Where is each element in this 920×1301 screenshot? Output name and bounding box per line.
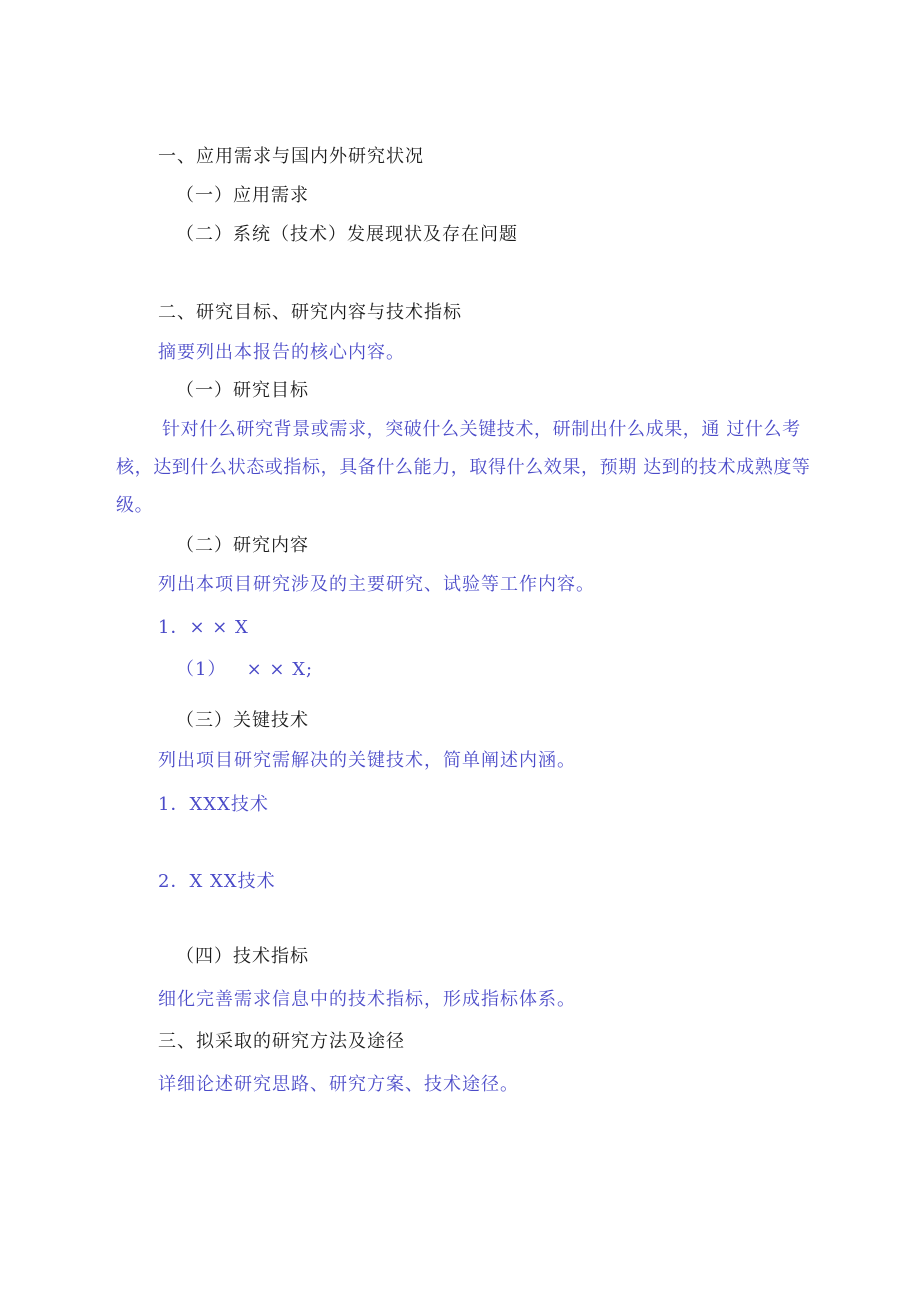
section-2-subtitle-technical-indicators: （四）技术指标	[176, 946, 309, 967]
research-content-hint: 列出本项目研究涉及的主要研究、试验等工作内容。	[158, 574, 595, 595]
research-content-item-1-1: （1） × × X;	[176, 659, 314, 680]
section-2-hint: 摘要列出本报告的核心内容。	[158, 342, 405, 363]
research-content-item-1: 1．× × X	[158, 617, 249, 638]
key-technology-item-1: 1．XXX技术	[158, 794, 269, 815]
section-1-title: 一、应用需求与国内外研究状况	[158, 146, 424, 167]
research-goals-paragraph: 针对什么研究背景或需求，突破什么关键技术，研制出什么成果，通 过什么考核，达到什么状态或指标，具备什么能力，取得什么效果，预期 达到的技术成熟度等级。	[116, 419, 811, 516]
key-technologies-hint: 列出项目研究需解决的关键技术，简单阐述内涵。	[158, 750, 576, 771]
section-1-subtitle-status-problems: （二）系统（技术）发展现状及存在问题	[176, 224, 518, 245]
technical-indicators-hint: 细化完善需求信息中的技术指标，形成指标体系。	[158, 989, 576, 1010]
section-2-title: 二、研究目标、研究内容与技术指标	[158, 302, 462, 323]
section-2-subtitle-key-technologies: （三）关键技术	[176, 710, 309, 731]
section-2-subtitle-research-goals: （一）研究目标	[176, 380, 309, 401]
key-technology-item-2: 2．X XX技术	[158, 871, 276, 892]
section-3-hint: 详细论述研究思路、研究方案、技术途径。	[158, 1074, 519, 1095]
section-2-subtitle-research-content: （二）研究内容	[176, 535, 309, 556]
section-1-subtitle-application-needs: （一）应用需求	[176, 185, 309, 206]
section-3-title: 三、拟采取的研究方法及途径	[158, 1031, 405, 1052]
